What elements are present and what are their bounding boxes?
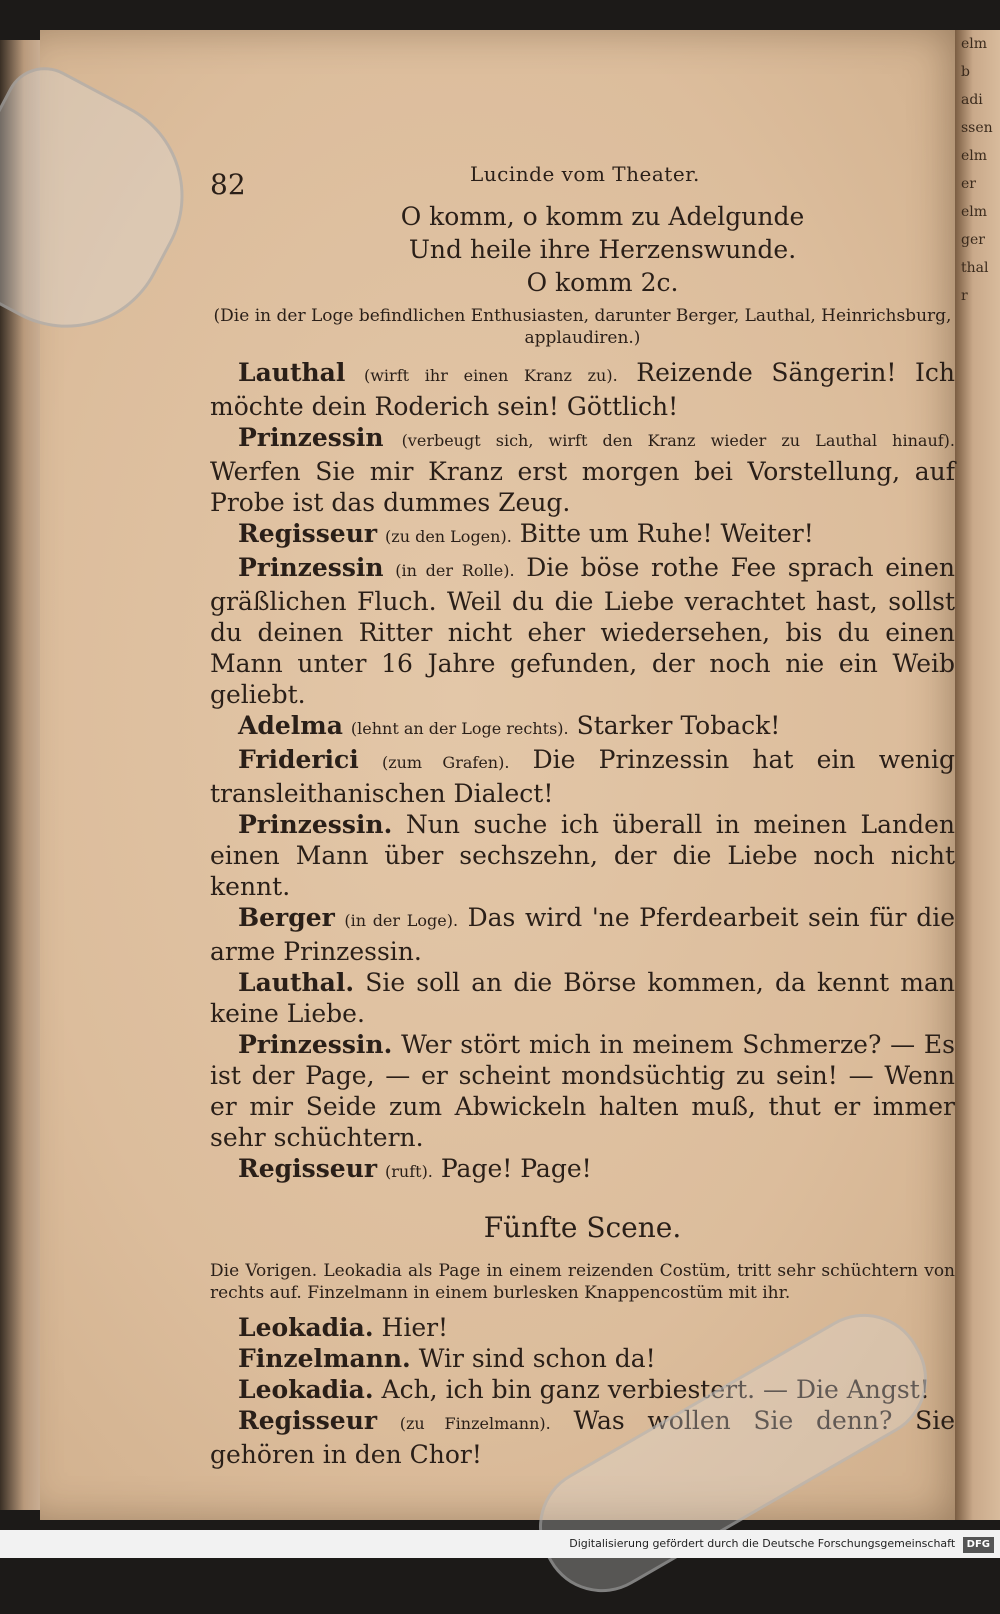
dialogue-line [210, 1153, 955, 1187]
speaker-name: Regisseur [238, 1406, 378, 1435]
dialogue-line [210, 552, 955, 710]
speaker-name: Finzelmann. [238, 1344, 411, 1373]
dialogue-text: Hier! [381, 1313, 449, 1342]
dialogue-text: Das wird 'ne Pferdearbeit sein für die arme Prinzessin. [210, 903, 955, 966]
stage-direction-inline: (zu den Logen). [385, 527, 512, 546]
dialogue-line [210, 744, 955, 809]
speaker-name: Regisseur [238, 519, 378, 548]
dialogue-text: Reizende Sängerin! Ich möchte dein Roderich sein! Göttlich! [210, 358, 955, 421]
dialogue-line [210, 809, 955, 902]
dialogue-text: Starker Toback! [576, 711, 781, 740]
facing-fragment: er [961, 176, 976, 192]
dialogue-line [210, 710, 955, 744]
dialogue-line [210, 967, 955, 1029]
dialogue-line [210, 1029, 955, 1153]
facing-fragment: thal [961, 260, 989, 276]
verse-line: O komm 2c. [526, 268, 679, 297]
speaker-name: Leokadia. [238, 1313, 374, 1342]
dialogue-text: Sie soll an die Börse kommen, da kennt man keine Liebe. [210, 968, 955, 1028]
facing-fragment: adi [961, 92, 983, 108]
dialogue-text: Was wollen Sie denn? Sie gehören in den Chor! [210, 1406, 956, 1469]
dialogue-text: Ach, ich bin ganz verbiestert. — Die Angst! [381, 1375, 930, 1404]
scene-title: Fünfte Scene. [483, 1211, 682, 1244]
facing-fragment: b [961, 64, 970, 80]
speaker-name: Prinzessin [238, 553, 384, 582]
stage-direction-inline: (lehnt an der Loge rechts). [350, 719, 569, 738]
stage-direction-inline: (verbeugt sich, wirft den Kranz wieder zu Lauthal hinauf). [401, 431, 955, 450]
dialogue-text: Werfen Sie mir Kranz erst morgen bei Vorstellung, auf Probe ist das dummes Zeug. [210, 457, 955, 517]
speaker-name: Berger [238, 903, 335, 932]
facing-fragment: ssen [961, 120, 993, 136]
speaker-name: Prinzessin. [238, 1030, 393, 1059]
speaker-name: Lauthal [238, 358, 346, 387]
footer-text: Digitalisierung gefördert durch die Deutsche Forschungsgemeinschaft [569, 1537, 956, 1550]
page-text [210, 160, 955, 1470]
stage-direction-inline: (in der Loge). [344, 911, 459, 930]
dialogue-text: Die böse rothe Fee sprach einen gräßlichen Fluch. Weil du die Liebe verachtet hast, sollst du deinen Ritter nicht eher wiedersehen, bis du einen Mann unter 16 Jahre gefunden, der noch nie ein Weib geliebt. [210, 553, 956, 709]
speaker-name: Regisseur [238, 1154, 378, 1183]
facing-fragment: elm [961, 204, 988, 220]
dialogue-text: Nun suche ich überall in meinen Landen einen Mann über sechszehn, der die Liebe noch nicht kennt. [210, 810, 956, 901]
dialogue-line [210, 357, 955, 422]
stage-direction-inline: (in der Rolle). [395, 561, 515, 580]
dialogue-text: Page! Page! [440, 1154, 592, 1183]
dialogue-text: Wer stört mich in meinem Schmerze? — Es ist der Page, — er scheint mondsüchtig zu sein! — Wenn er mir Seide zum Abwickeln halten muß, thut er immer sehr schüchtern. [210, 1030, 955, 1152]
stage-direction: (Die in der Loge befindlichen Enthusiasten, darunter Berger, Lauthal, Heinrichsburg, applaudiren.) [213, 306, 952, 348]
speaker-name: Lauthal. [238, 968, 355, 997]
facing-fragment: elm [961, 36, 988, 52]
dialogue-text: Die Prinzessin hat ein wenig transleithanischen Dialect! [210, 745, 955, 808]
facing-fragment: ger [961, 232, 985, 248]
dialogue-line [210, 422, 955, 518]
speaker-name: Prinzessin [238, 423, 384, 452]
running-title: Lucinde vom Theater. [470, 162, 700, 186]
verse-line: Und heile ihre Herzenswunde. [408, 235, 797, 264]
dialogue-text: Wir sind schon da! [418, 1344, 656, 1373]
dialogue-line [210, 902, 955, 967]
stage-direction-inline: (wirft ihr einen Kranz zu). [363, 366, 618, 385]
speaker-name: Friderici [238, 745, 359, 774]
stage-direction-inline: (zum Grafen). [381, 753, 510, 772]
dfg-logo: DFG [963, 1537, 994, 1553]
facing-fragment: elm [961, 148, 988, 164]
stage-direction-inline: (zu Finzelmann). [399, 1414, 551, 1433]
facing-fragment: r [961, 288, 968, 304]
dialogue-text: Bitte um Ruhe! Weiter! [519, 519, 814, 548]
stage-direction-inline: (ruft). [385, 1162, 433, 1181]
page-number: 82 [210, 168, 246, 201]
speaker-name: Adelma [238, 711, 343, 740]
speaker-name: Leokadia. [238, 1375, 374, 1404]
dialogue-line [210, 518, 955, 552]
speaker-name: Prinzessin. [238, 810, 393, 839]
facing-page-edge [955, 30, 1000, 1520]
stage-direction: Die Vorigen. Leokadia als Page in einem reizenden Costüm, tritt sehr schüchtern von rechts auf. Finzelmann in einem burlesken Knappencostüm mit ihr. [210, 1261, 955, 1303]
page-header [210, 160, 955, 200]
verse-line: O komm, o komm zu Adelgunde [400, 202, 805, 231]
footer [0, 1530, 1000, 1558]
